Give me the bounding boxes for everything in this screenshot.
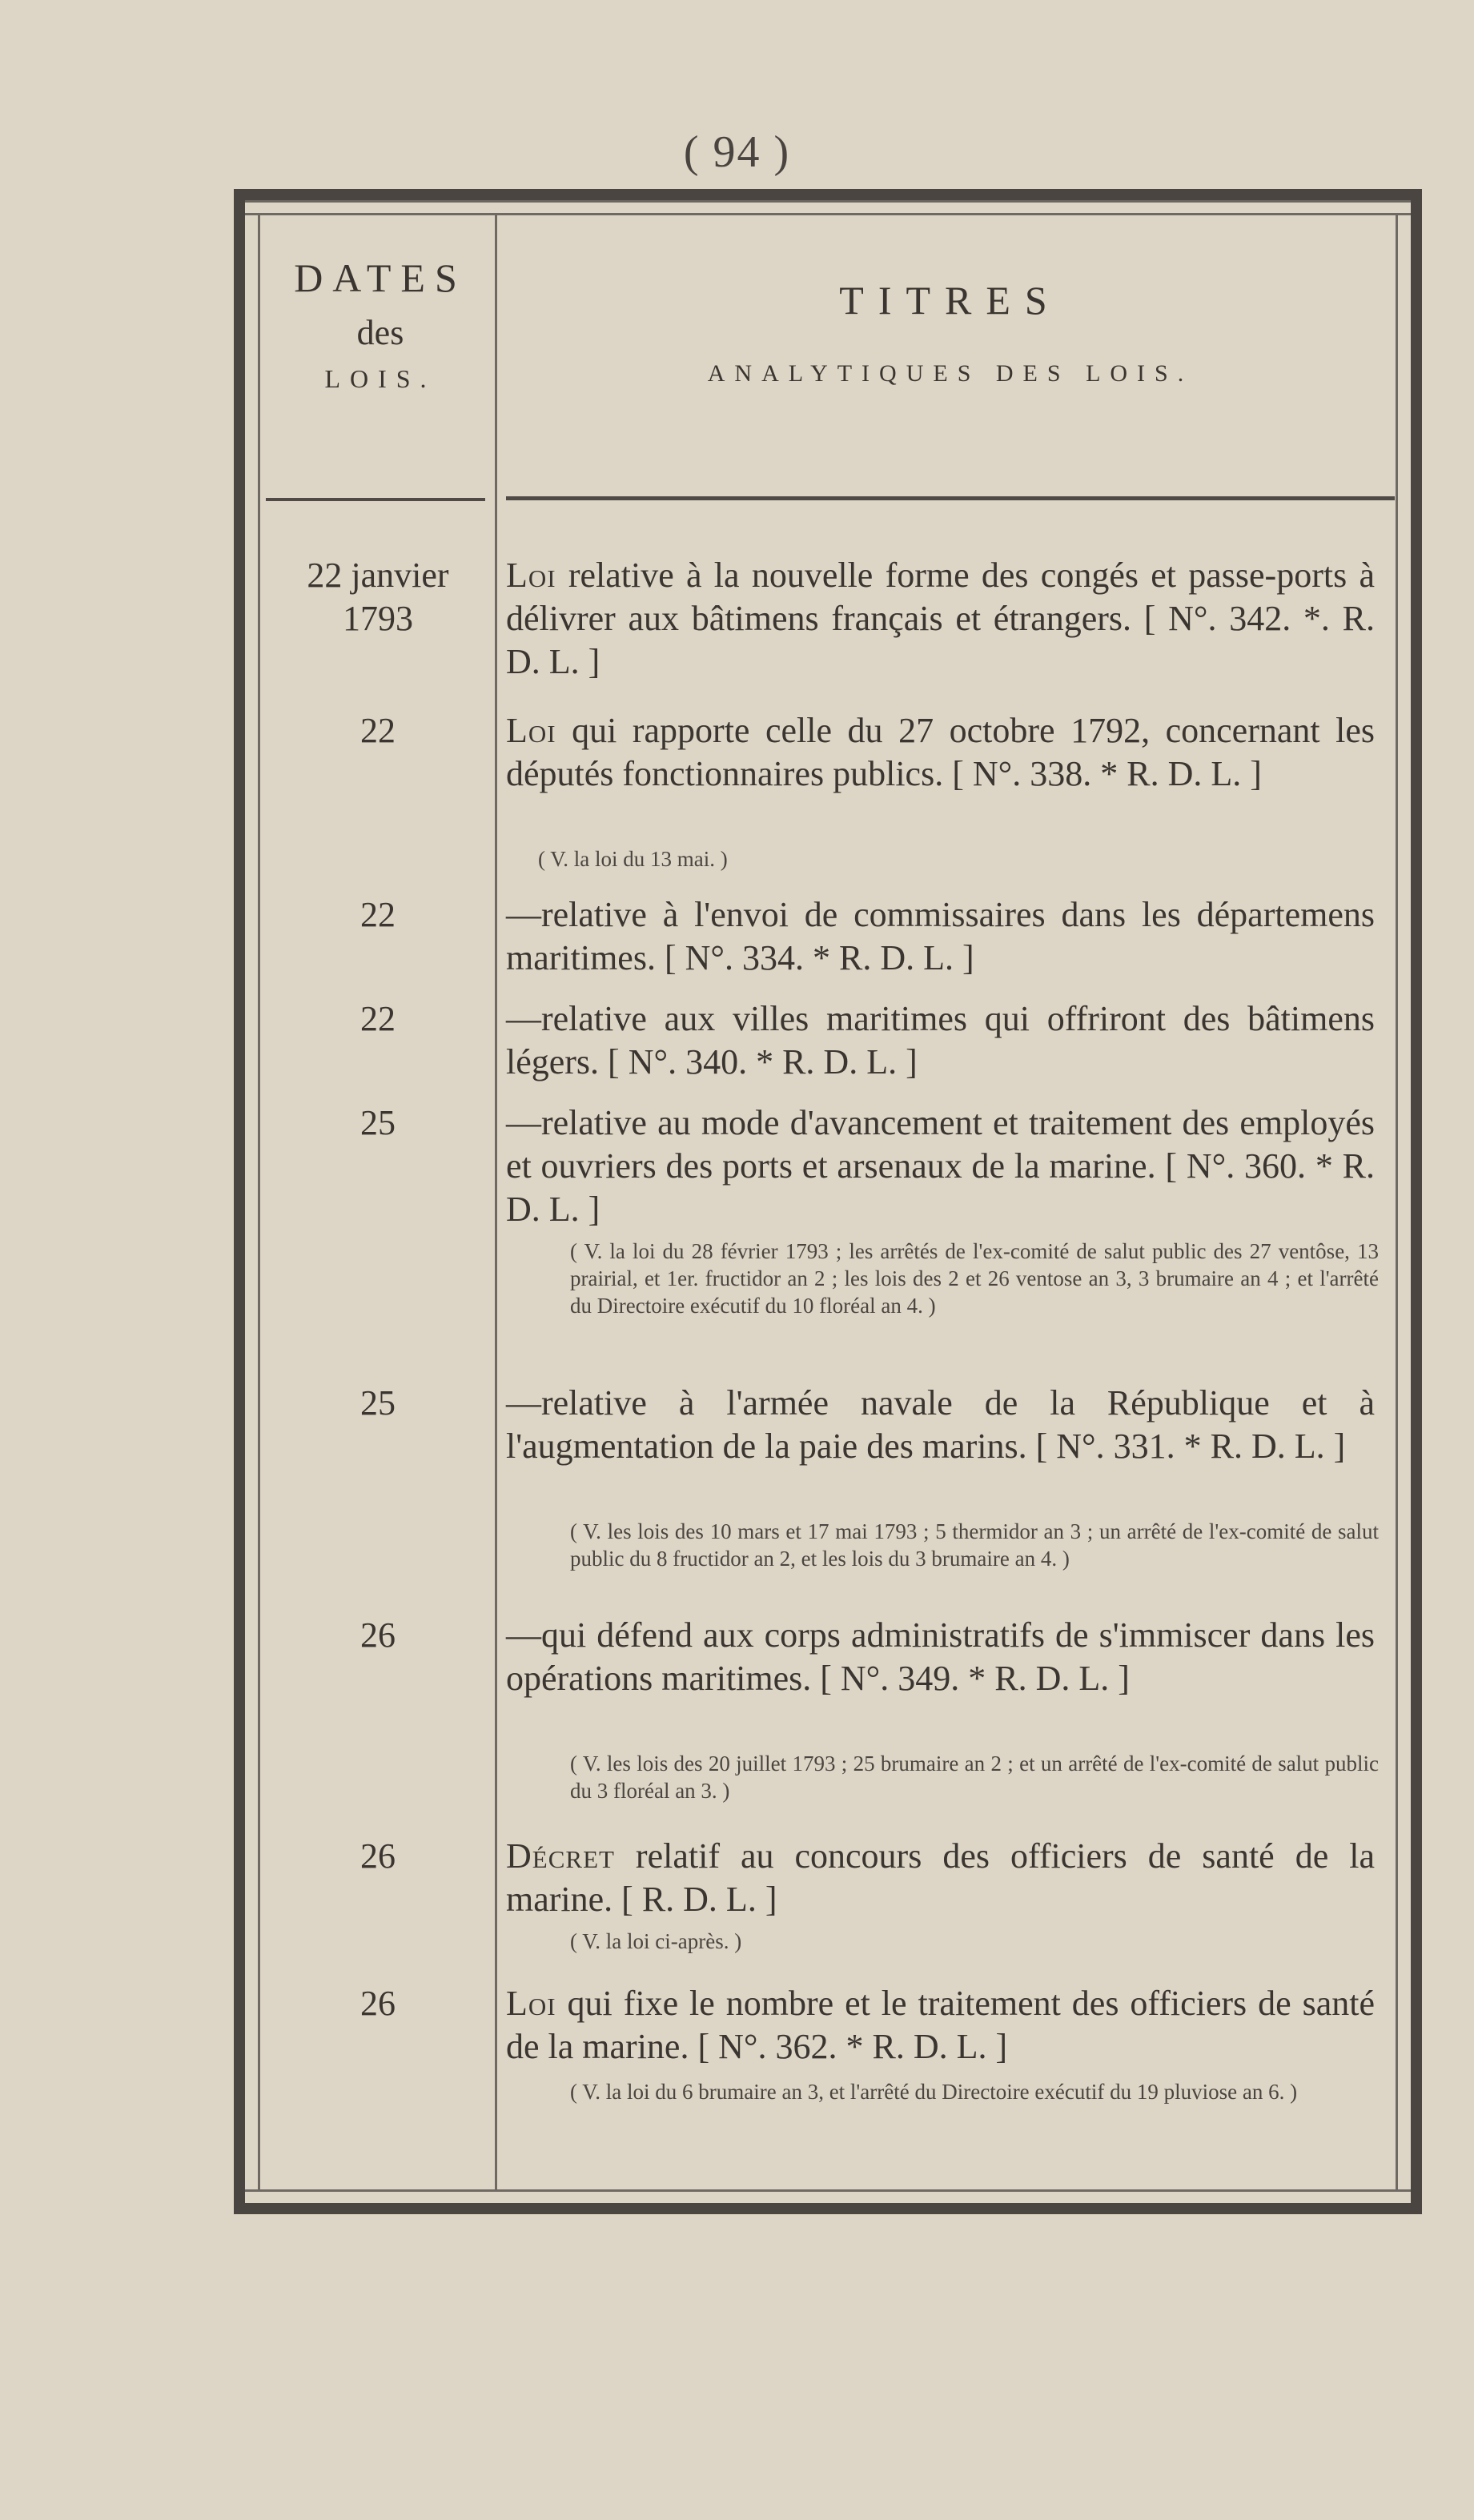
entry-lead: Décret bbox=[506, 1836, 615, 1876]
bottom-border bbox=[234, 2203, 1422, 2214]
entry-date-day: 25 bbox=[360, 1383, 396, 1423]
entry-note: ( V. les lois des 20 juillet 1793 ; 25 brumaire an 2 ; et un arrêté de l'ex-comité de salut public du 3 floréal an 3. ) bbox=[570, 1752, 1379, 1803]
entry-title bbox=[506, 709, 1375, 796]
titres-heading: TITRES bbox=[839, 278, 1062, 323]
entry-text: —relative à l'armée navale de la République et à l'augmentation de la paie des marins. [ N°. 331. * R. D. L. ] bbox=[506, 1383, 1375, 1466]
top-border bbox=[234, 189, 1422, 203]
entry-text: relative à la nouvelle forme des congés et passe-ports à délivrer aux bâtimens français et étrangers. [ N°. 342. *. R. D. L. ] bbox=[506, 556, 1375, 681]
entry-date bbox=[258, 554, 498, 640]
entry-date bbox=[258, 893, 498, 937]
titres-subheading: ANALYTIQUES DES LOIS. bbox=[707, 360, 1194, 387]
entry-date bbox=[258, 1614, 498, 1657]
entry-text: —qui défend aux corps administratifs de s'immiscer dans les opérations maritimes. [ N°. 349. * R. D. L. ] bbox=[506, 1615, 1375, 1698]
entry-date bbox=[258, 709, 498, 752]
entry-date bbox=[258, 997, 498, 1041]
entry-title bbox=[506, 554, 1375, 684]
entry-text: qui fixe le nombre et le traitement des officiers de santé de la marine. [ N°. 362. * R. D. L. ] bbox=[506, 1984, 1375, 2066]
entry-lead: Loi bbox=[506, 1984, 556, 2023]
left-inner-rule bbox=[258, 213, 260, 2190]
right-inner-rule bbox=[1396, 213, 1398, 2190]
entry-title bbox=[506, 1982, 1375, 2069]
top-inner-rule bbox=[242, 213, 1411, 215]
entry-lead: Loi bbox=[506, 556, 556, 595]
entry-text: qui rapporte celle du 27 octobre 1792, concernant les députés fonctionnaires publics. [ N°. 338. * R. D. L. ] bbox=[506, 711, 1375, 793]
entry-date bbox=[258, 1382, 498, 1425]
dates-heading: DATES bbox=[294, 255, 467, 300]
entry-note: ( V. les lois des 10 mars et 17 mai 1793 ; 5 thermidor an 3 ; un arrêté de l'ex-comité de salut public du 8 fructidor an 2, et les lois du 3 brumaire an 4. ) bbox=[570, 1519, 1379, 1571]
bottom-inner-rule bbox=[242, 2189, 1411, 2192]
titres-column-header bbox=[498, 277, 1403, 387]
dates-lois: LOIS. bbox=[324, 364, 436, 393]
entry-date bbox=[258, 1835, 498, 1878]
header-rule-dates bbox=[266, 498, 485, 501]
entry-title bbox=[506, 1835, 1375, 1921]
entry-note: ( V. la loi du 28 février 1793 ; les arrêtés de l'ex-comité de salut public des 27 ventôse, 13 prairial, et 1er. fructidor an 2 ; les lois des 2 et 26 ventose an 3, 3 brumaire an 4 ; et l'arrêté du Directoire exécutif du 10 floréal an 4. ) bbox=[570, 1239, 1379, 1318]
dates-column-header bbox=[266, 255, 495, 394]
column-divider bbox=[495, 215, 497, 2192]
entry-date-day: 22 bbox=[360, 895, 396, 934]
entry-date-day: 22 janvier bbox=[307, 556, 449, 595]
entry-note: ( V. la loi du 6 brumaire an 3, et l'arrêté du Directoire exécutif du 19 pluviose an 6. ) bbox=[570, 2080, 1298, 2104]
entry-date bbox=[258, 1101, 498, 1145]
entry-date-day: 26 bbox=[360, 1984, 396, 2023]
entry-date-day: 26 bbox=[360, 1615, 396, 1655]
entry-title bbox=[506, 893, 1375, 980]
entry-date-day: 22 bbox=[360, 711, 396, 750]
entry-lead: Loi bbox=[506, 711, 556, 750]
entry-date-day: 25 bbox=[360, 1103, 396, 1142]
entry-text: —relative aux villes maritimes qui offriront des bâtimens légers. [ N°. 340. * R. D. L. ] bbox=[506, 999, 1375, 1081]
right-border bbox=[1411, 189, 1422, 2214]
entry-note: ( V. la loi du 13 mai. ) bbox=[538, 847, 728, 871]
entry-date bbox=[258, 1982, 498, 2025]
left-border bbox=[234, 189, 245, 2214]
page-number: ( 94 ) bbox=[683, 127, 791, 177]
entry-text: —relative au mode d'avancement et traitement des employés et ouvriers des ports et arsenaux de la marine. [ N°. 360. * R. D. L. ] bbox=[506, 1103, 1375, 1229]
entry-text: —relative à l'envoi de commissaires dans les départemens maritimes. [ N°. 334. * R. D. L. ] bbox=[506, 895, 1375, 977]
entry-title bbox=[506, 1382, 1375, 1468]
header-rule-titres bbox=[506, 496, 1395, 500]
entry-date-year: 1793 bbox=[343, 599, 413, 638]
entry-text: relatif au concours des officiers de santé de la marine. [ R. D. L. ] bbox=[506, 1836, 1375, 1919]
entry-date-day: 26 bbox=[360, 1836, 396, 1876]
entry-note: ( V. la loi ci-après. ) bbox=[570, 1929, 742, 1953]
entry-date-day: 22 bbox=[360, 999, 396, 1038]
entry-title bbox=[506, 1614, 1375, 1700]
dates-des: des bbox=[356, 313, 404, 352]
entry-title bbox=[506, 997, 1375, 1084]
table-frame bbox=[234, 189, 1422, 2214]
entry-title bbox=[506, 1101, 1375, 1231]
